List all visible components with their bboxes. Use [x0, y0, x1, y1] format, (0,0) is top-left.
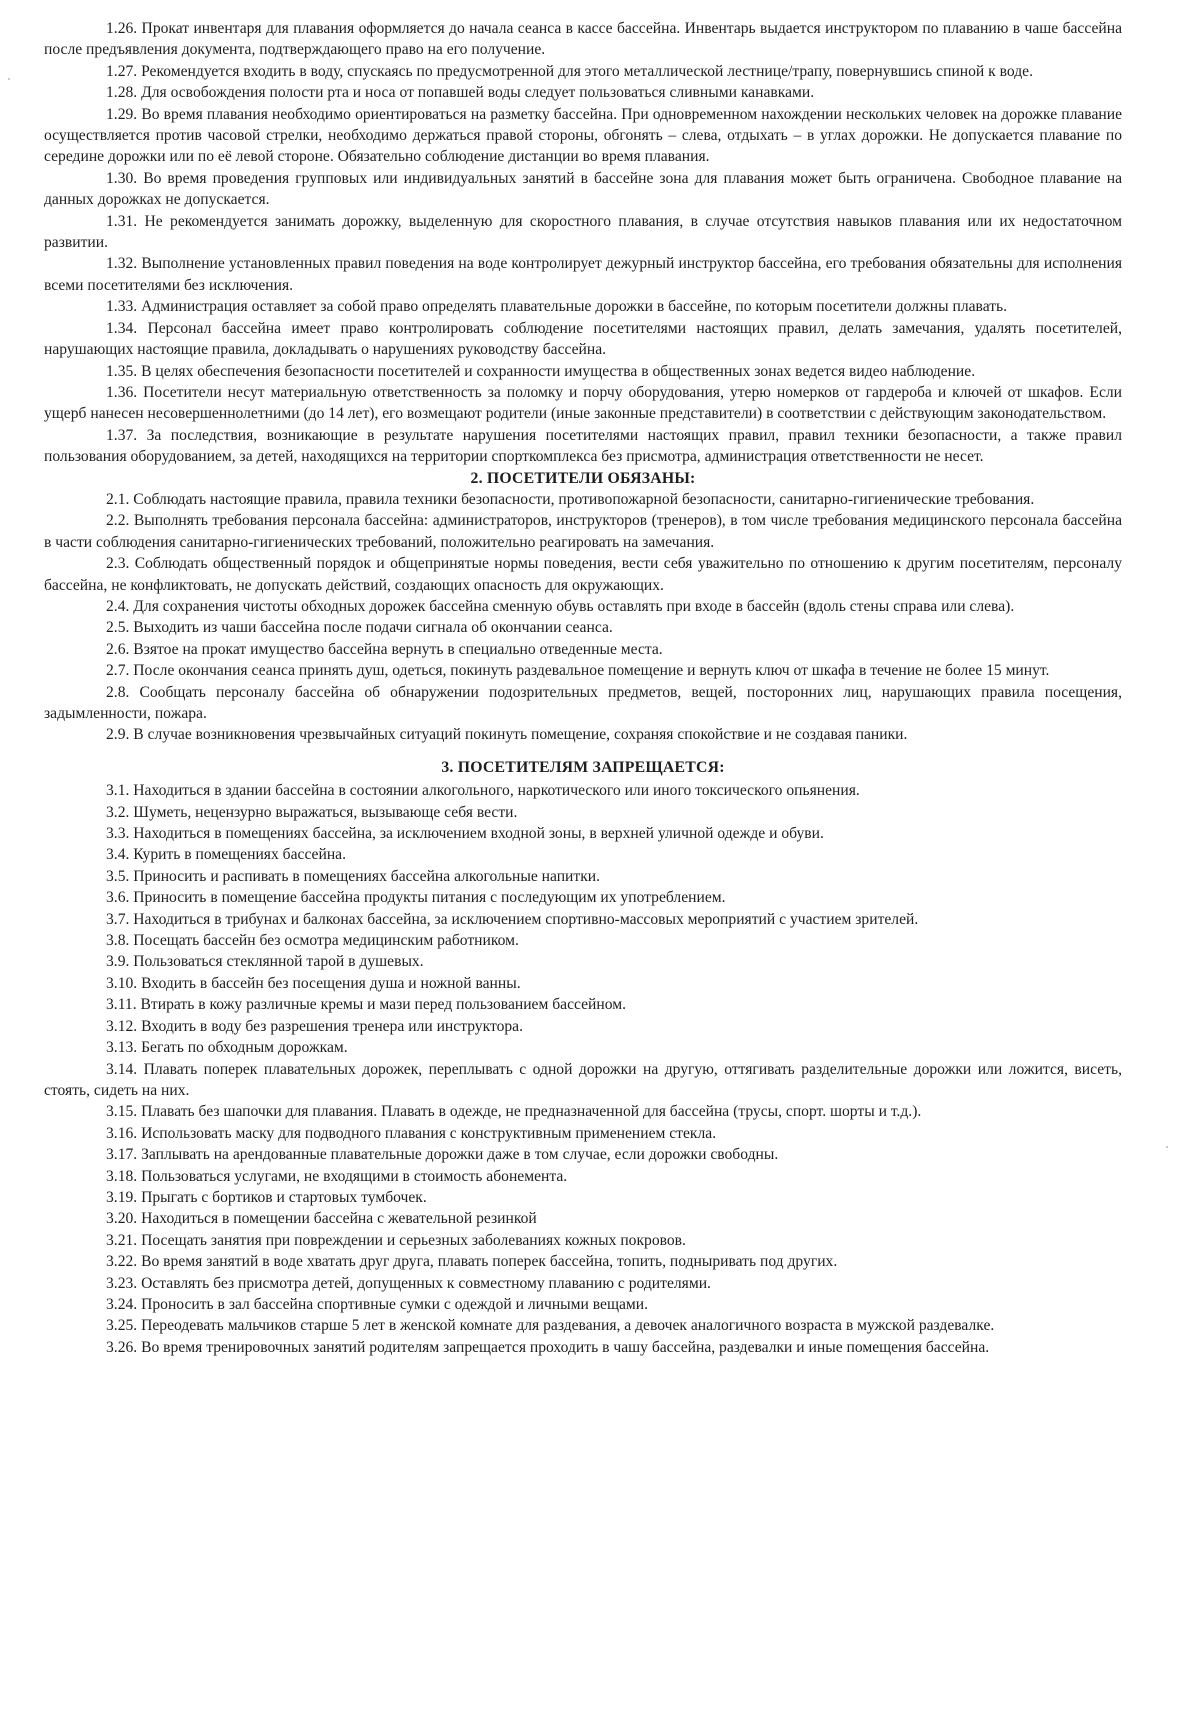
- paragraph-3-12: 3.12. Входить в воду без разрешения тренера или инструктора.: [106, 1017, 523, 1035]
- section-2: [44, 468, 1122, 746]
- paragraph-3-2: 3.2. Шуметь, нецензурно выражаться, вызывающе себя вести.: [106, 803, 518, 821]
- paragraph-3-1: 3.1. Находиться в здании бассейна в состоянии алкогольного, наркотического или иного токсического опьянения.: [106, 782, 860, 800]
- section-3-heading: 3. ПОСЕТИТЕЛЯМ ЗАПРЕЩАЕТСЯ:: [441, 758, 725, 776]
- paragraph-1-28: 1.28. Для освобождения полости рта и носа от попавшей воды следует пользоваться сливными канавками.: [106, 84, 815, 102]
- paragraph-3-11: 3.11. Втирать в кожу различные кремы и мази перед пользованием бассейном.: [106, 996, 627, 1014]
- paragraph-3-5: 3.5. Приносить и распивать в помещениях бассейна алкогольные напитки.: [106, 867, 601, 885]
- paragraph-3-9: 3.9. Пользоваться стеклянной тарой в душевых.: [106, 953, 424, 971]
- paragraph-3-8: 3.8. Посещать бассейн без осмотра медицинским работником.: [106, 932, 519, 950]
- paragraph-1-33: 1.33. Администрация оставляет за собой право определять плавательные дорожки в бассейне, по которым посетители должны плавать.: [106, 298, 1008, 316]
- paragraph-3-4: 3.4. Курить в помещениях бассейна.: [106, 846, 346, 864]
- paragraph-3-24: 3.24. Проносить в зал бассейна спортивные сумки с одеждой и личными вещами.: [106, 1295, 649, 1313]
- paragraph-1-35: 1.35. В целях обеспечения безопасности посетителей и сохранности имущества в общественных зонах ведется видео наблюдение.: [106, 362, 976, 380]
- paragraph-3-7: 3.7. Находиться в трибунах и балконах бассейна, за исключением спортивно-массовых мероприятий с участием зрителей.: [106, 910, 919, 928]
- paragraph-1-32: 1.32. Выполнение установленных правил поведения на воде контролирует дежурный инструктор бассейна, его требования обязательны для исполнения всеми посетителями без исключения.: [44, 255, 1122, 294]
- section-2-heading: 2. ПОСЕТИТЕЛИ ОБЯЗАНЫ:: [470, 469, 696, 487]
- paragraph-3-22: 3.22. Во время занятий в воде хватать друг друга, плавать поперек бассейна, топить, подныривать под других.: [106, 1253, 838, 1271]
- paragraph-3-3: 3.3. Находиться в помещениях бассейна, за исключением входной зоны, в верхней уличной одежде и обуви.: [106, 825, 824, 843]
- paragraph-3-14: 3.14. Плавать поперек плавательных дорожек, переплывать с одной дорожки на другую, оттягивать разделительные дорожки или ложится, висеть, стоять, сидеть на них.: [44, 1060, 1122, 1099]
- paragraph-2-2: 2.2. Выполнять требования персонала бассейна: администраторов, инструкторов (тренеров), в том числе требования медицинского персонала бассейна в части соблюдения санитарно-гигиенических требований, положительно реагировать на замечания.: [44, 512, 1122, 551]
- paragraph-3-15: 3.15. Плавать без шапочки для плавания. Плавать в одежде, не предназначенной для бассейна (трусы, спорт. шорты и т.д.).: [106, 1103, 922, 1121]
- paragraph-1-30: 1.30. Во время проведения групповых или индивидуальных занятий в бассейне зона для плавания может быть ограничена. Свободное плавание на данных дорожках не допускается.: [44, 169, 1122, 209]
- paragraph-2-9: 2.9. В случае возникновения чрезвычайных ситуаций покинуть помещение, сохраняя спокойствие и не создавая паники.: [106, 726, 908, 744]
- paragraph-3-10: 3.10. Входить в бассейн без посещения душа и ножной ванны.: [106, 974, 521, 992]
- paragraph-3-17: 3.17. Заплывать на арендованные плавательные дорожки даже в том случае, если дорожки свободны.: [106, 1146, 779, 1164]
- paragraph-3-18: 3.18. Пользоваться услугами, не входящими в стоимость абонемента.: [106, 1167, 568, 1185]
- paragraph-3-23: 3.23. Оставлять без присмотра детей, допущенных к совместному плаванию с родителями.: [106, 1274, 711, 1292]
- paragraph-2-1: 2.1. Соблюдать настоящие правила, правила техники безопасности, противопожарной безопасности, санитарно-гигиенические требования.: [106, 490, 1035, 508]
- paragraph-1-31: 1.31. Не рекомендуется занимать дорожку, выделенную для скоростного плавания, в случае отсутствия навыков плавания или их недостаточном развитии.: [44, 212, 1122, 252]
- paragraph-3-16: 3.16. Использовать маску для подводного плавания с конструктивным применением стекла.: [106, 1124, 717, 1142]
- paragraph-2-6: 2.6. Взятое на прокат имущество бассейна вернуть в специально отведенные места.: [106, 640, 663, 658]
- paragraph-1-36: 1.36. Посетители несут материальную ответственность за поломку и порчу оборудования, утерю номерков от гардероба и ключей от шкафов. Если ущерб нанесен несовершеннолетними (до 14 лет), его возмещают родители (иные законные представители) в соответствии с действующим законодательством.: [44, 383, 1122, 423]
- paragraph-3-25: 3.25. Переодевать мальчиков старше 5 лет в женской комнате для раздевания, а девочек аналогичного возраста в мужской раздевалке.: [106, 1317, 995, 1335]
- paragraph-2-3: 2.3. Соблюдать общественный порядок и общепринятые нормы поведения, вести себя уважительно по отношению к другим посетителям, персоналу бассейна, не конфликтовать, не допускать действий, создающих опасность для окружающих.: [44, 555, 1122, 594]
- paragraph-2-5: 2.5. Выходить из чаши бассейна после подачи сигнала об окончании сеанса.: [106, 619, 613, 637]
- paragraph-2-7: 2.7. После окончания сеанса принять душ, одеться, покинуть раздевальное помещение и вернуть ключ от шкафа в течение не более 15 минут.: [106, 662, 1050, 680]
- paragraph-1-29: 1.29. Во время плавания необходимо ориентироваться на разметку бассейна. При одновременном нахождении нескольких человек на дорожке плавание осуществляется против часовой стрелки, необходимо держаться правой стороны, обгонять – слева, отдыхать – в углах дорожки. Не допускается плавание по середине дорожки или по её левой стороне. Обязательно соблюдение дистанции во время плавания.: [44, 105, 1122, 166]
- paragraph-3-6: 3.6. Приносить в помещение бассейна продукты питания с последующим их употреблением.: [106, 889, 726, 907]
- paragraph-1-34: 1.34. Персонал бассейна имеет право контролировать соблюдение посетителями настоящих правил, делать замечания, удалять посетителей, нарушающих настоящие правила, докладывать о нарушениях руководству бассейна.: [44, 319, 1122, 359]
- paragraph-1-26: 1.26. Прокат инвентаря для плавания оформляется до начала сеанса в кассе бассейна. Инвентарь выдается инструктором по плаванию в чаше бассейна после предъявления документа, подтверждающего право на его получение.: [44, 20, 1122, 59]
- paragraph-2-4: 2.4. Для сохранения чистоты обходных дорожек бассейна сменную обувь оставлять при входе в бассейн (вдоль стены справа или слева).: [106, 597, 1015, 615]
- section-3: [44, 757, 1122, 1358]
- paragraph-1-37: 1.37. За последствия, возникающие в результате нарушения посетителями настоящих правил, правил техники безопасности, а также правил пользования оборудованием, за детей, находящихся на территории спорткомплекса без присмотра, администрация ответственности не несет.: [44, 426, 1122, 466]
- scan-speck: [1166, 1146, 1168, 1148]
- paragraph-3-13: 3.13. Бегать по обходным дорожкам.: [106, 1039, 348, 1057]
- section-1: [44, 18, 1122, 468]
- paragraph-2-8: 2.8. Сообщать персоналу бассейна об обнаружении подозрительных предметов, вещей, посторонних лиц, нарушающих правила посещения, задымленности, пожара.: [44, 683, 1122, 722]
- paragraph-1-27: 1.27. Рекомендуется входить в воду, спускаясь по предусмотренной для этого металлической лестнице/трапу, повернувшись спиной к воде.: [106, 62, 1034, 80]
- paragraph-3-20: 3.20. Находиться в помещении бассейна с жевательной резинкой: [106, 1210, 537, 1228]
- paragraph-3-19: 3.19. Прыгать с бортиков и стартовых тумбочек.: [106, 1188, 427, 1206]
- paragraph-3-26: 3.26. Во время тренировочных занятий родителям запрещается проходить в чашу бассейна, раздевалки и иные помещения бассейна.: [106, 1338, 990, 1356]
- scan-speck: [8, 78, 10, 80]
- paragraph-3-21: 3.21. Посещать занятия при повреждении и серьезных заболеваниях кожных покровов.: [106, 1231, 686, 1249]
